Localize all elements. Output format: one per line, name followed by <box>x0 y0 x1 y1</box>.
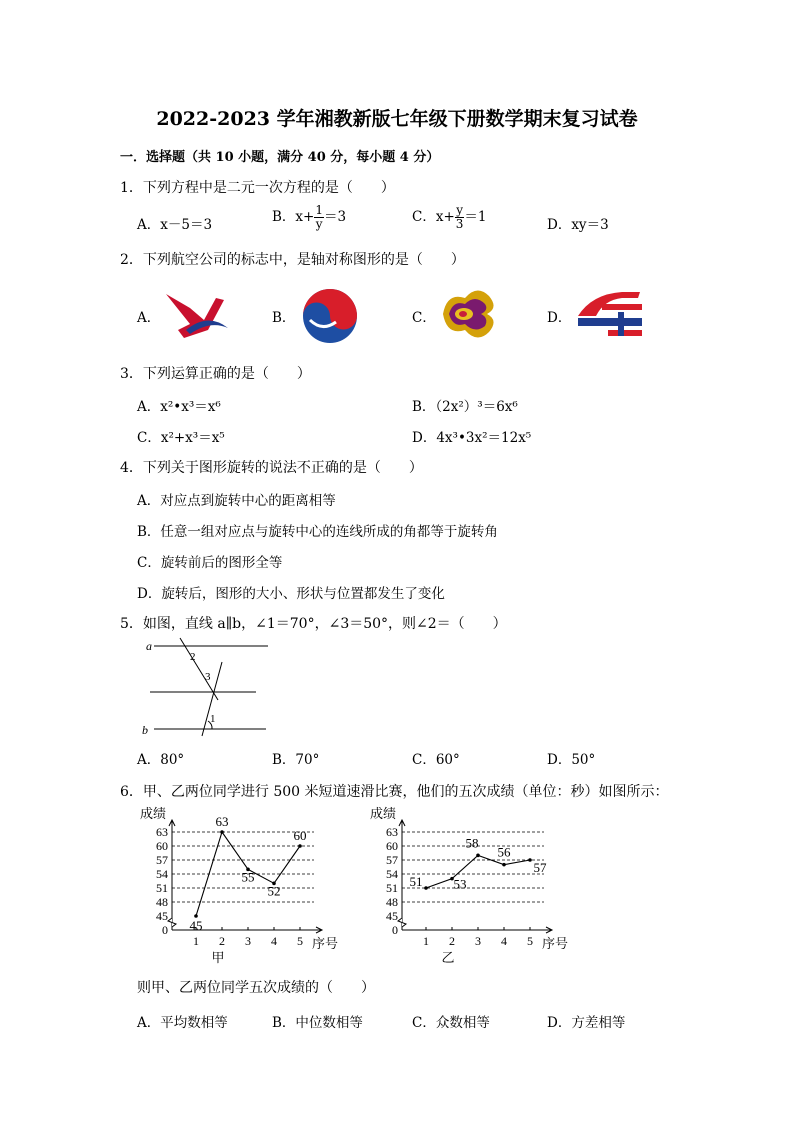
label-3: 3 <box>205 671 211 683</box>
logo-d-wing <box>574 286 646 344</box>
x-tick-label: 5 <box>297 934 303 948</box>
y-tick-label: 48 <box>156 895 168 909</box>
y-tick-label: 63 <box>156 825 168 839</box>
y-tick-label: 45 <box>156 909 168 923</box>
x-tick-label: 5 <box>527 934 533 948</box>
question-6-follow: 则甲、乙两位同学五次成绩的（ ） <box>137 980 375 996</box>
data-label: 57 <box>533 860 547 875</box>
q3-option-b: B．（2x²）³＝6x⁶ <box>412 399 518 415</box>
q2-label-c: C． <box>412 310 436 326</box>
y-tick-label: 60 <box>156 839 168 853</box>
question-6-stem: 6．甲、乙两位同学进行 500 米短道速滑比赛，他们的五次成绩（单位：秒）如图所示： <box>120 784 669 800</box>
q6-option-b: B．中位数相等 <box>272 1015 363 1031</box>
q2-label-b: B． <box>272 310 296 326</box>
q6-option-c: C．众数相等 <box>412 1015 490 1031</box>
q4-option-d: D．旋转后，图形的大小、形状与位置都发生了变化 <box>137 586 445 602</box>
q3-option-c: C．x²+x³＝x⁵ <box>137 430 225 446</box>
y-tick-label: 0 <box>162 923 168 937</box>
q3-option-a: A．x²•x³＝x⁶ <box>137 399 221 415</box>
q1-option-c: C．x+ $\frac{y}{3}$ ＝1 <box>412 203 487 231</box>
x-tick-label: 3 <box>475 934 481 948</box>
y-tick-label: 57 <box>386 853 398 867</box>
q4-option-b: B．任意一组对应点与旋转中心的连线所成的角都等于旋转角 <box>137 524 498 540</box>
q6-option-d: D．方差相等 <box>547 1015 626 1031</box>
data-point <box>502 863 506 867</box>
x-tick-label: 2 <box>449 934 455 948</box>
x-axis-label: 序号 <box>312 936 339 951</box>
q5-option-a: A．80° <box>137 752 185 768</box>
page-title: 2022-2023 学年湘教新版七年级下册数学期末复习试卷 <box>156 108 638 130</box>
y-tick-label: 54 <box>156 867 168 881</box>
y-tick-label: 48 <box>386 895 398 909</box>
y-tick-label: 63 <box>386 825 398 839</box>
y-tick-label: 60 <box>386 839 398 853</box>
q4-option-c: C．旋转前后的图形全等 <box>137 555 283 571</box>
x-axis-label: 序号 <box>542 936 569 951</box>
chart-title: 乙 <box>441 950 455 965</box>
x-tick-label: 4 <box>501 934 507 948</box>
data-point <box>220 830 224 834</box>
x-tick-label: 4 <box>271 934 277 948</box>
y-axis-label: 成绩 <box>370 806 397 821</box>
label-2: 2 <box>190 651 196 663</box>
data-label: 51 <box>409 874 423 889</box>
q3-option-d: D．4x³•3x²＝12x⁵ <box>412 430 532 446</box>
chart-title: 甲 <box>211 950 225 965</box>
y-tick-label: 0 <box>392 923 398 937</box>
data-label: 52 <box>267 883 281 899</box>
section-heading: 一．选择题（共 10 小题，满分 40 分，每小题 4 分） <box>120 150 440 165</box>
data-point <box>424 886 428 890</box>
data-label: 60 <box>293 828 307 843</box>
q4-option-a: A．对应点到旋转中心的距离相等 <box>137 493 336 509</box>
logo-b-taeguk <box>300 286 360 346</box>
q2-label-d: D． <box>547 310 572 326</box>
logo-c-orchid <box>437 286 499 344</box>
data-point <box>298 844 302 848</box>
q1-option-a: A．x－5＝3 <box>137 217 213 233</box>
q1-option-b: B．x+ $\frac{1}{y}$ ＝3 <box>272 203 347 231</box>
data-point <box>528 858 532 862</box>
axis-break <box>168 918 176 927</box>
y-tick-label: 57 <box>156 853 168 867</box>
x-tick-label: 2 <box>219 934 225 948</box>
question-5-stem: 5．如图，直线 a∥b，∠1＝70°，∠3＝50°，则∠2＝（ ） <box>120 616 507 632</box>
data-label: 63 <box>215 814 229 829</box>
question-2-stem: 2．下列航空公司的标志中，是轴对称图形的是（ ） <box>120 252 465 268</box>
label-a: a <box>146 639 152 653</box>
transversal-1 <box>180 638 218 700</box>
y-tick-label: 51 <box>386 881 398 895</box>
data-label: 58 <box>465 835 479 851</box>
label-1: 1 <box>210 713 216 725</box>
q2-label-a: A． <box>137 310 161 326</box>
parallel-lines-figure <box>138 636 273 740</box>
y-axis-label: 成绩 <box>140 806 167 821</box>
chart-jia <box>132 800 357 968</box>
x-tick-label: 3 <box>245 934 251 948</box>
question-3-stem: 3．下列运算正确的是（ ） <box>120 366 311 382</box>
label-b: b <box>142 723 148 737</box>
y-tick-label: 51 <box>156 881 168 895</box>
q5-option-c: C．60° <box>412 752 460 768</box>
question-4-stem: 4．下列关于图形旋转的说法不正确的是（ ） <box>120 460 423 476</box>
y-tick-label: 54 <box>386 867 398 881</box>
data-label: 45 <box>189 918 203 933</box>
chart-yi <box>362 800 587 968</box>
q6-option-a: A．平均数相等 <box>137 1015 228 1031</box>
logo-a-swallow <box>160 286 230 344</box>
q5-option-b: B．70° <box>272 752 320 768</box>
data-label: 55 <box>241 869 255 885</box>
data-label: 53 <box>453 876 467 892</box>
axis-break <box>398 918 406 927</box>
x-tick-label: 1 <box>193 934 199 948</box>
q1-option-d: D．xy＝3 <box>547 217 609 233</box>
data-label: 56 <box>497 844 511 860</box>
y-tick-label: 45 <box>386 909 398 923</box>
question-1-stem: 1．下列方程中是二元一次方程的是（ ） <box>120 180 395 196</box>
q5-option-d: D．50° <box>547 752 596 768</box>
data-point <box>476 854 480 858</box>
x-tick-label: 1 <box>423 934 429 948</box>
